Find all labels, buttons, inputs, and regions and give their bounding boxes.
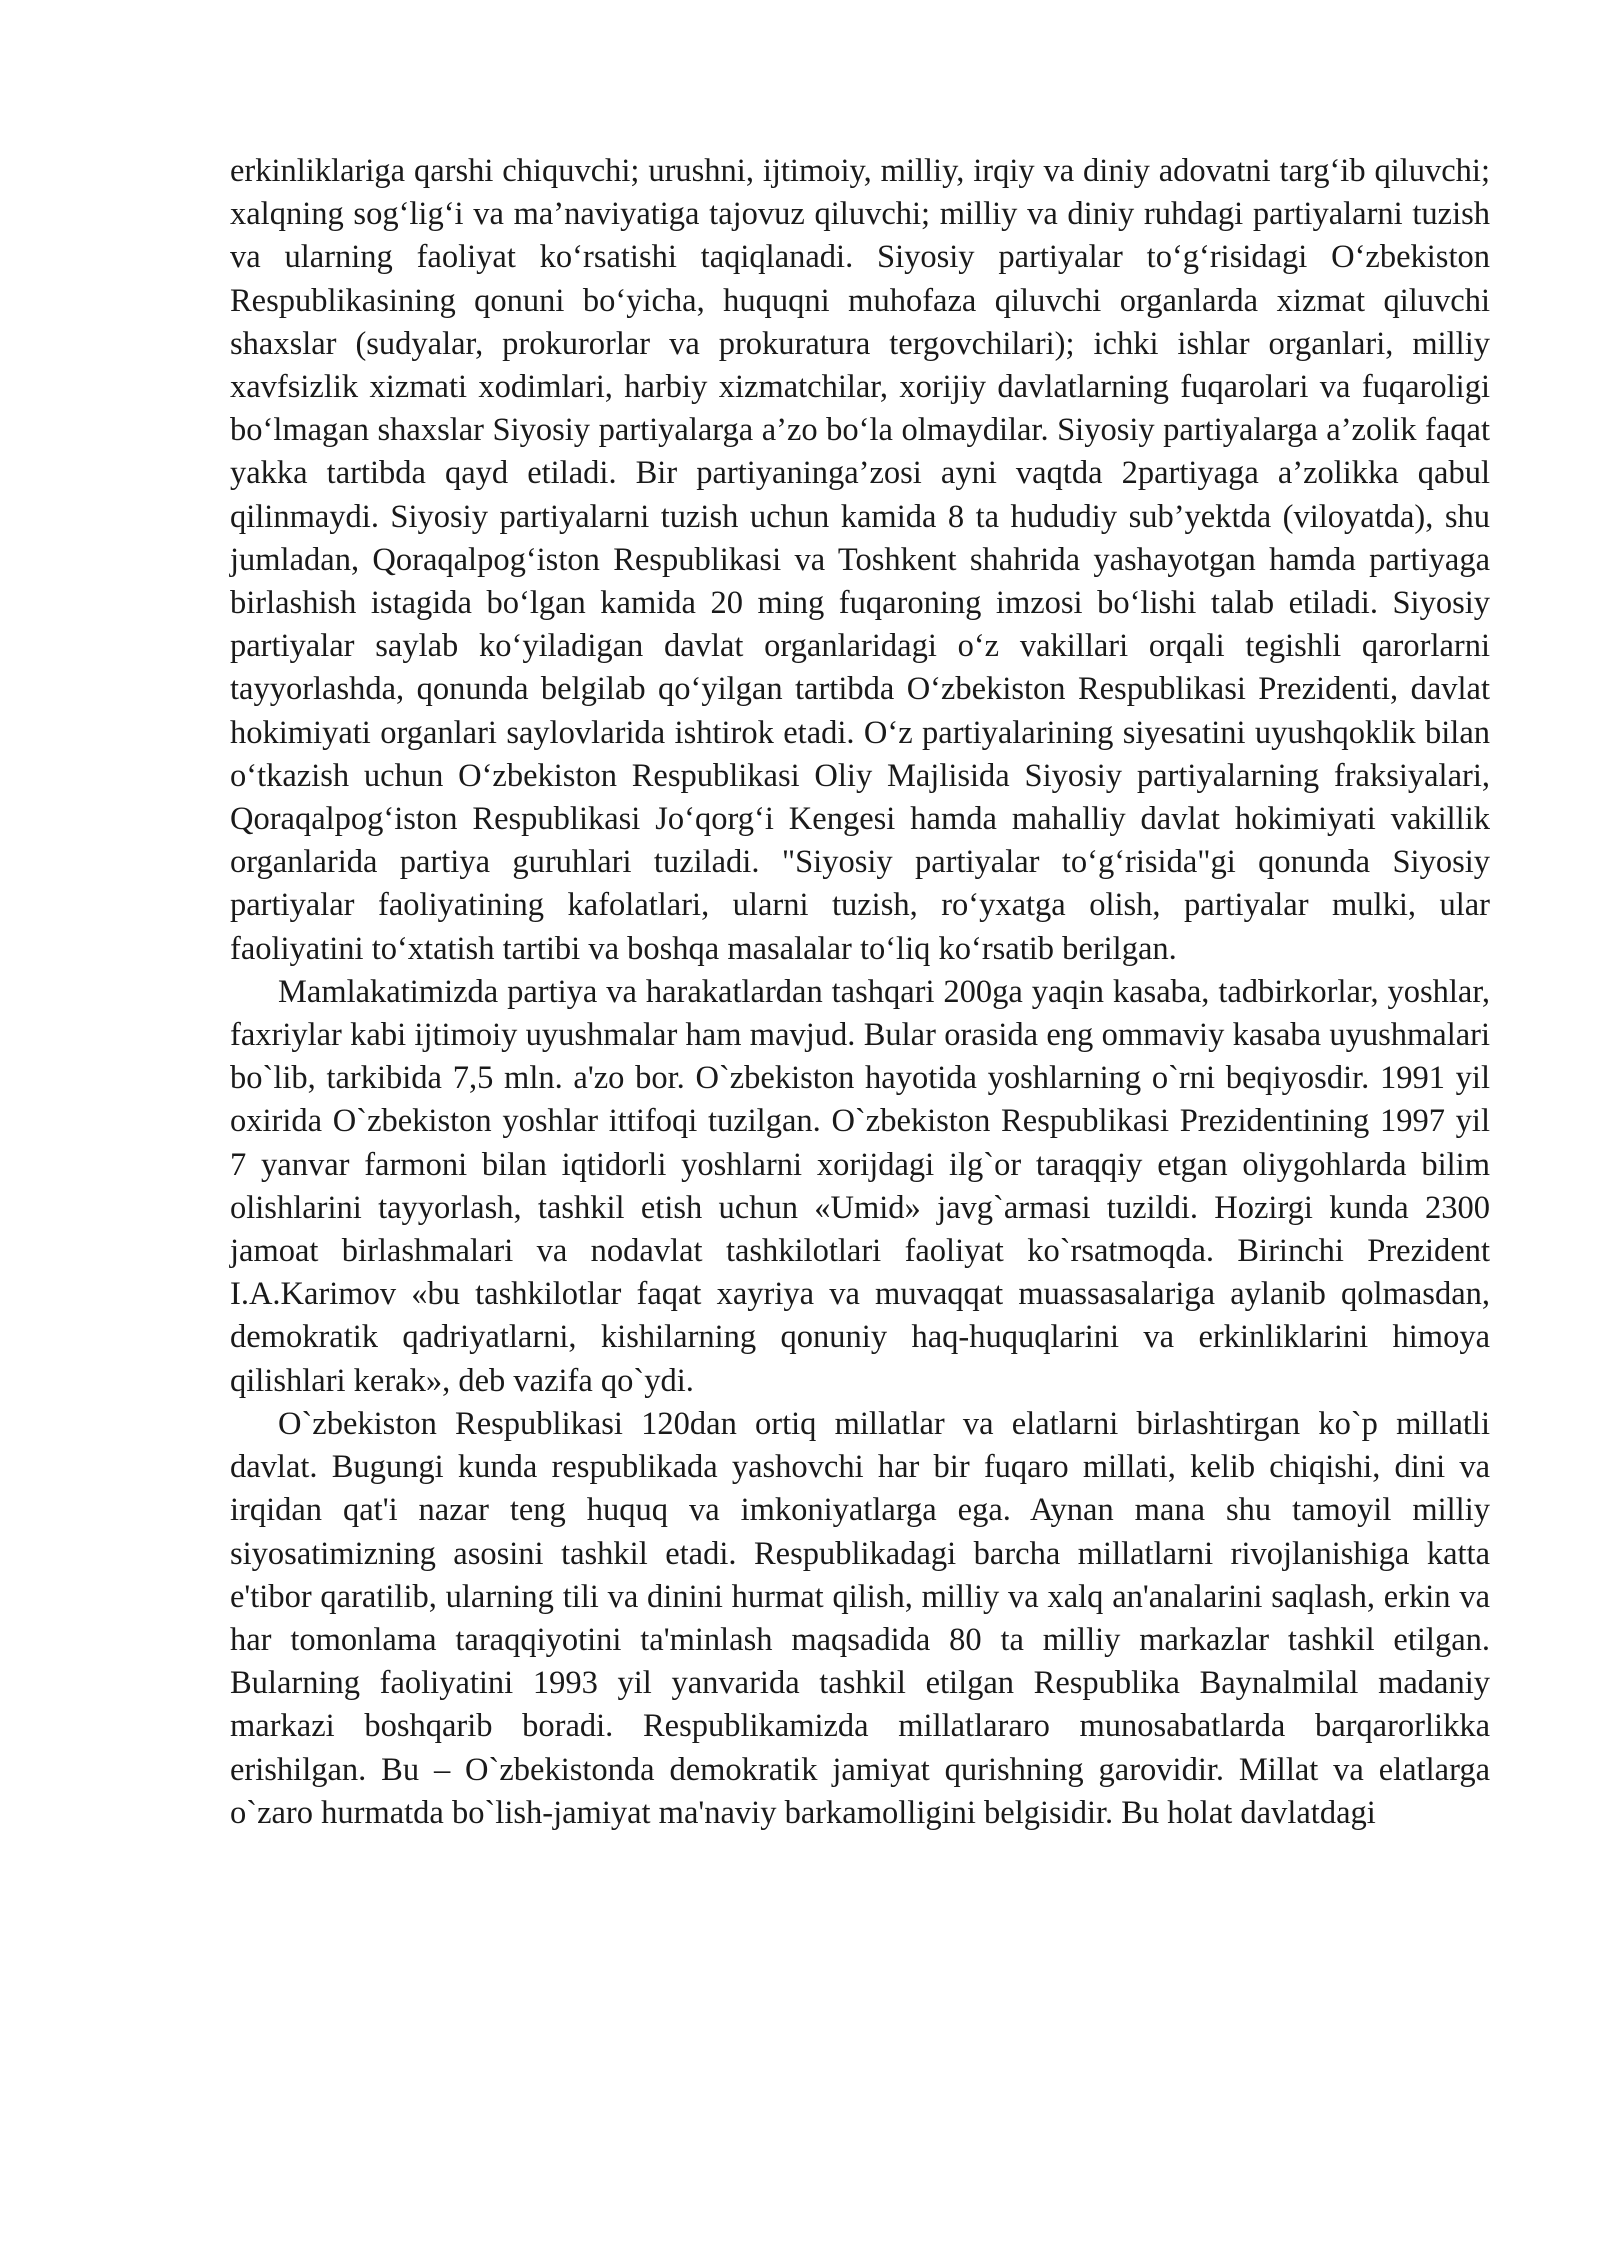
document-page <box>230 150 1490 1835</box>
paragraph-3: O`zbekiston Respublikasi 120dan ortiq millatlar va elatlarni birlashtirgan ko`p millatli davlat. Bugungi kunda respublikada yashovchi har bir fuqaro millati, kelib chiqishi, dini va irqidan qat'i nazar teng huquq va imkoniyatlarga ega. Aynan mana shu tamoyil milliy siyosatimizning asosini tashkil etadi. Respublikadagi barcha millatlarni rivojlanishiga katta e'tibor qaratilib, ularning tili va dinini hurmat qilish, milliy va xalq an'analarini saqlash, erkin va har tomonlama taraqqiyotini ta'minlash maqsadida 80 ta milliy markazlar tashkil etilgan. Bularning faoliyatini 1993 yil yanvarida tashkil etilgan Respublika Baynalmilal madaniy markazi boshqarib boradi. Respublikamizda millatlararo munosabatlarda barqarorlikka erishilgan. Bu – O`zbekistonda demokratik jamiyat qurishning garovidir. Millat va elatlarga o`zaro hurmatda bo`lish-jamiyat ma'naviy barkamolligini belgisidir. Bu holat davlatdagi <box>230 1405 1490 1831</box>
paragraph-2: Mamlakatimizda partiya va harakatlardan tashqari 200ga yaqin kasaba, tadbirkorlar, yoshlar, faxriylar kabi ijtimoiy uyushmalar ham mavjud. Bular orasida eng ommaviy kasaba uyushmalari bo`lib, tarkibida 7,5 mln. a'zo bor. O`zbekiston hayotida yoshlarning o`rni beqiyosdir. 1991 yil oxirida O`zbekiston yoshlar ittifoqi tuzilgan. O`zbekiston Respublikasi Prezidentining 1997 yil 7 yanvar farmoni bilan iqtidorli yoshlarni xorijdagi ilg`or taraqqiy etgan oliygohlarda bilim olishlarini tayyorlash, tashkil etish uchun «Umid» javg`armasi tuzildi. Hozirgi kunda 2300 jamoat birlashmalari va nodavlat tashkilotlari faoliyat ko`rsatmoqda. Birinchi Prezident I.A.Karimov «bu tashkilotlar faqat xayriya va muvaqqat muassasalariga aylanib qolmasdan, demokratik qadriyatlarni, kishilarning qonuniy haq-huquqlarini va erkinliklarini himoya qilishlari kerak», deb vazifa qo`ydi. <box>230 973 1490 1399</box>
paragraph-1: erkinliklariga qarshi chiquvchi; urushni, ijtimoiy, milliy, irqiy va diniy adovatni targ‘ib qiluvchi; xalqning sog‘lig‘i va ma’naviyatiga tajovuz qiluvchi; milliy va diniy ruhdagi partiyalarni tuzish va ularning faoliyat ko‘rsatishi taqiqlanadi. Siyosiy partiyalar to‘g‘risidagi O‘zbekiston Respublikasining qonuni bo‘yicha, huquqni muhofaza qiluvchi organlarda xizmat qiluvchi shaxslar (sudyalar, prokurorlar va prokuratura tergovchilari); ichki ishlar organlari, milliy xavfsizlik xizmati xodimlari, harbiy xizmatchilar, xorijiy davlatlarning fuqarolari va fuqaroligi bo‘lmagan shaxslar Siyosiy partiyalarga a’zo bo‘la olmaydilar. Siyosiy partiyalarga a’zolik faqat yakka tartibda qayd etiladi. Bir partiyaninga’zosi ayni vaqtda 2partiyaga a’zolikka qabul qilinmaydi. Siyosiy partiyalarni tuzish uchun kamida 8 ta hududiy sub’yektda (viloyatda), shu jumladan, Qoraqalpog‘iston Respublikasi va Toshkent shahrida yashayotgan hamda partiyaga birlashish istagida bo‘lgan kamida 20 ming fuqaroning imzosi bo‘lishi talab etiladi. Siyosiy partiyalar saylab ko‘yiladigan davlat organlaridagi o‘z vakillari orqali tegishli qarorlarni tayyorlashda, qonunda belgilab qo‘yilgan tartibda O‘zbekiston Respublikasi Prezidenti, davlat hokimiyati organlari saylovlarida ishtirok etadi. O‘z partiyalarining siyesatini uyushqoklik bilan o‘tkazish uchun O‘zbekiston Respublikasi Oliy Majlisida Siyosiy partiyalarning fraksiyalari, Qoraqalpog‘iston Respublikasi Jo‘qorg‘i Kengesi hamda mahalliy davlat hokimiyati vakillik organlarida partiya guruhlari tuziladi. "Siyosiy partiyalar to‘g‘risida"gi qonunda Siyosiy partiyalar faoliyatining kafolatlari, ularni tuzish, ro‘yxatga olish, partiyalar mulki, ular faoliyatini to‘xtatish tartibi va boshqa masalalar to‘liq ko‘rsatib berilgan. <box>230 153 1490 967</box>
